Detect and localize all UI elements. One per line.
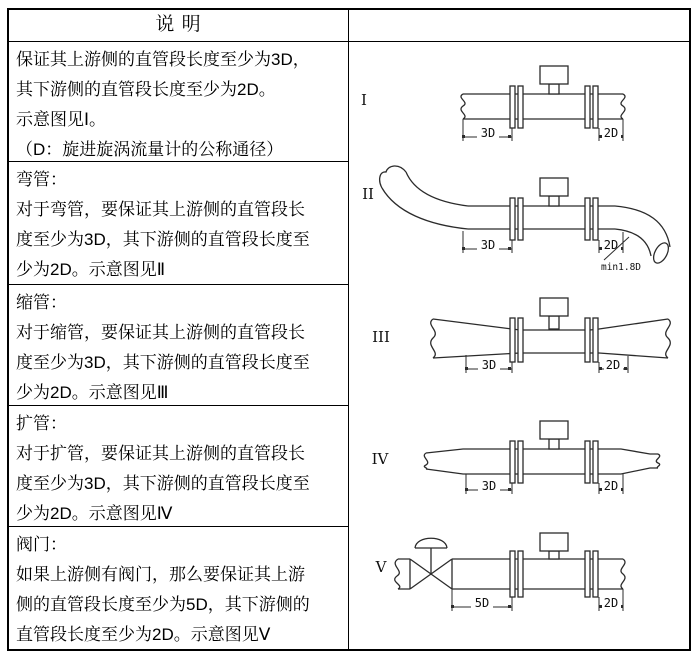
dimension-label-downstream: 2D: [603, 596, 619, 610]
flowmeter-transmitter: [540, 66, 568, 94]
dimension-downstream: [599, 474, 623, 494]
pipe: [424, 449, 659, 474]
dimension-label-upstream: 3D: [480, 238, 496, 252]
diagram-valve-pipe: [349, 529, 689, 629]
flange-pair-upstream: [510, 318, 523, 362]
diagram-expander-pipe: [349, 409, 689, 506]
dimension-upstream: [465, 355, 512, 373]
dimension-label-upstream: 3D: [481, 479, 497, 493]
row-basic-requirement: [9, 42, 349, 162]
table-header-diagrams-empty: [349, 10, 689, 42]
row-expander-pipe: [9, 406, 349, 527]
flange-pair-downstream: [585, 551, 598, 597]
dimension-downstream: [599, 589, 623, 611]
text-line: 示意图见Ⅰ。: [16, 110, 107, 129]
flowmeter-transmitter: [540, 421, 568, 449]
text-line: 少为2D。示意图见Ⅱ: [16, 260, 166, 279]
dimension-downstream: [599, 356, 628, 373]
text-line: 少为2D。示意图见Ⅲ: [16, 383, 169, 402]
text-line: 少为2D。示意图见Ⅳ: [16, 504, 173, 523]
flowmeter-transmitter: [540, 178, 568, 206]
dimension-upstream: [451, 589, 512, 611]
text-line: 对于扩管，要保证其上游侧的直管段长: [16, 444, 305, 463]
diagram-straight-pipe: [349, 51, 689, 143]
dimension-upstream: [462, 119, 512, 141]
row-reducer-pipe: [9, 285, 349, 406]
pipe: [380, 166, 672, 266]
diagram-label: II: [362, 185, 374, 203]
dimension-label-downstream: 2D: [603, 238, 619, 252]
row-valve: [9, 527, 349, 649]
flange-pair-downstream: [585, 441, 598, 483]
diagram-label: III: [372, 328, 390, 346]
text-line: 如果上游侧有阀门，那么要保证其上游: [16, 565, 305, 584]
text-line: 对于缩管，要保证其上游侧的直管段长: [16, 323, 305, 342]
dimension-label-downstream: 2D: [603, 126, 619, 140]
flowmeter-transmitter: [540, 298, 568, 329]
flange-pair-downstream: [585, 198, 598, 240]
dimension-label-upstream: 5D: [474, 596, 490, 610]
dimension-label-downstream: 2D: [603, 479, 619, 493]
flange-pair-upstream: [510, 441, 523, 483]
text-line: 保证其上游侧的直管段长度至少为3D，: [16, 50, 310, 69]
bend-radius-label: min1.8D: [600, 262, 642, 273]
dimension-downstream: [599, 232, 623, 253]
dimension-downstream: [599, 119, 623, 141]
dimension-label-upstream: 3D: [481, 358, 497, 372]
flange-pair-downstream: [585, 318, 598, 362]
text-line: 阀门：: [16, 535, 67, 554]
dimension-upstream: [462, 231, 512, 253]
text-line: 直管段长度至少为2D。示意图见Ⅴ: [16, 625, 271, 644]
diagram-label: I: [361, 91, 367, 109]
diagram-elbow-pipe: [349, 161, 689, 283]
diagram-label: IV: [371, 450, 389, 468]
installation-requirements-table: [7, 8, 691, 651]
flange-pair-upstream: [510, 198, 523, 240]
text-line: （D：旋进旋涡流量计的公称通径）: [16, 140, 284, 159]
text-line: 度至少为3D，其下游侧的直管段长度至: [16, 230, 310, 249]
text-line: 度至少为3D，其下游侧的直管段长度至: [16, 474, 310, 493]
diagram-reducer-pipe: [349, 289, 689, 389]
text-line: 弯管：: [16, 170, 67, 189]
diagram-label: V: [375, 558, 387, 576]
dimension-label-upstream: 3D: [480, 126, 496, 140]
table-header-description: 说 明: [9, 10, 349, 42]
valve: [410, 538, 452, 589]
text-line: 其下游侧的直管段长度至少为2D。: [16, 80, 276, 99]
flange-pair-upstream: [510, 86, 523, 128]
text-line: 对于弯管，要保证其上游侧的直管段长: [16, 200, 305, 219]
text-line: 扩管：: [16, 414, 67, 433]
text-line: 度至少为3D，其下游侧的直管段长度至: [16, 353, 310, 372]
dimension-upstream: [465, 474, 512, 494]
text-line: 缩管：: [16, 293, 67, 312]
flowmeter-transmitter: [540, 533, 568, 559]
flange-pair-upstream: [510, 551, 523, 597]
pipe: [461, 94, 625, 119]
text-line: 侧的直管段长度至少为5D，其下游侧的: [16, 595, 310, 614]
diagrams-column: [349, 42, 689, 649]
row-elbow-pipe: [9, 162, 349, 285]
dimension-label-downstream: 2D: [605, 358, 621, 372]
flange-pair-downstream: [585, 86, 598, 128]
